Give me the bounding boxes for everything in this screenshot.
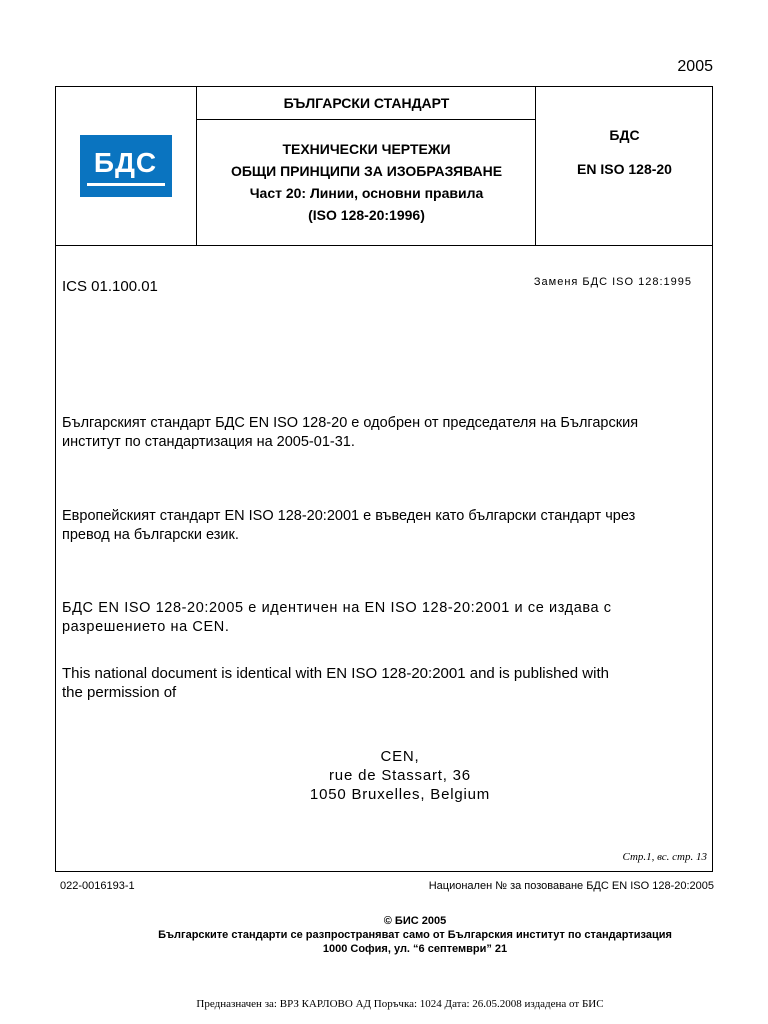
copyright-line: © БИС 2005: [383, 915, 447, 927]
title-line: Част 20: Линии, основни правила: [249, 185, 484, 201]
logo-text: БДС: [93, 146, 158, 178]
permission-paragraph: [62, 664, 712, 702]
document-title: [197, 138, 536, 226]
cen-address: [200, 747, 600, 804]
paragraph-line: разрешението на CEN.: [62, 619, 230, 635]
paragraph-line: превод на български език.: [62, 527, 239, 543]
replaces-note: Заменя БДС ISO 128:1995: [533, 276, 692, 288]
copyright-line: Българските стандарти се разпространяват само от Българския институт по стандартизация: [158, 929, 672, 941]
designation-line: EN ISO 128-20: [577, 161, 672, 177]
paragraph-line: Европейският стандарт EN ISO 128-20:2001 е въведен като български стандарт чрез: [62, 508, 636, 524]
title-line: ТЕХНИЧЕСКИ ЧЕРТЕЖИ: [282, 141, 451, 157]
bds-logo: [80, 135, 172, 197]
standard-label: БЪЛГАРСКИ СТАНДАРТ: [197, 86, 536, 120]
paragraph-line: the permission of: [62, 684, 177, 701]
designation-cell: [536, 118, 713, 186]
document-number: 022-0016193-1: [60, 880, 135, 892]
adoption-paragraph: [62, 507, 712, 545]
address-line: CEN,: [380, 748, 420, 765]
paragraph-line: Българският стандарт БДС EN ISO 128-20 е одобрен от председателя на Българския: [62, 415, 639, 431]
approval-paragraph: [62, 414, 712, 452]
paragraph-line: This national document is identical with EN ISO 128-20:2001 and is published with: [62, 665, 609, 682]
title-line: (ISO 128-20:1996): [308, 207, 425, 223]
ics-code: ICS 01.100.01: [62, 278, 158, 295]
address-line: rue de Stassart, 36: [329, 767, 471, 784]
title-line: ОБЩИ ПРИНЦИПИ ЗА ИЗОБРАЗЯВАНЕ: [230, 163, 503, 179]
paragraph-line: институт по стандартизация на 2005-01-31.: [62, 434, 355, 450]
designation-line: БДС: [609, 127, 640, 143]
paragraph-line: БДС EN ISO 128-20:2005 е идентичен на EN ISO 128-20:2001 и се издава с: [62, 600, 612, 616]
page-reference: Стр.1, вс. стр. 13: [622, 851, 707, 863]
copyright-block: [55, 914, 768, 956]
year: 2005: [677, 58, 713, 75]
logo-cell: [55, 86, 197, 246]
logo-underline: [87, 183, 165, 186]
identity-paragraph: [62, 599, 712, 637]
copyright-line: 1000 София, ул. “6 септември” 21: [322, 943, 508, 955]
national-reference-number: Национален № за позоваване БДС EN ISO 128-20:2005: [428, 880, 714, 892]
address-line: 1050 Bruxelles, Belgium: [309, 786, 491, 803]
license-footer: Предназначен за: ВРЗ КАРЛОВО АД Поръчка: 1024 Дата: 26.05.2008 издадена от БИС: [196, 998, 604, 1010]
